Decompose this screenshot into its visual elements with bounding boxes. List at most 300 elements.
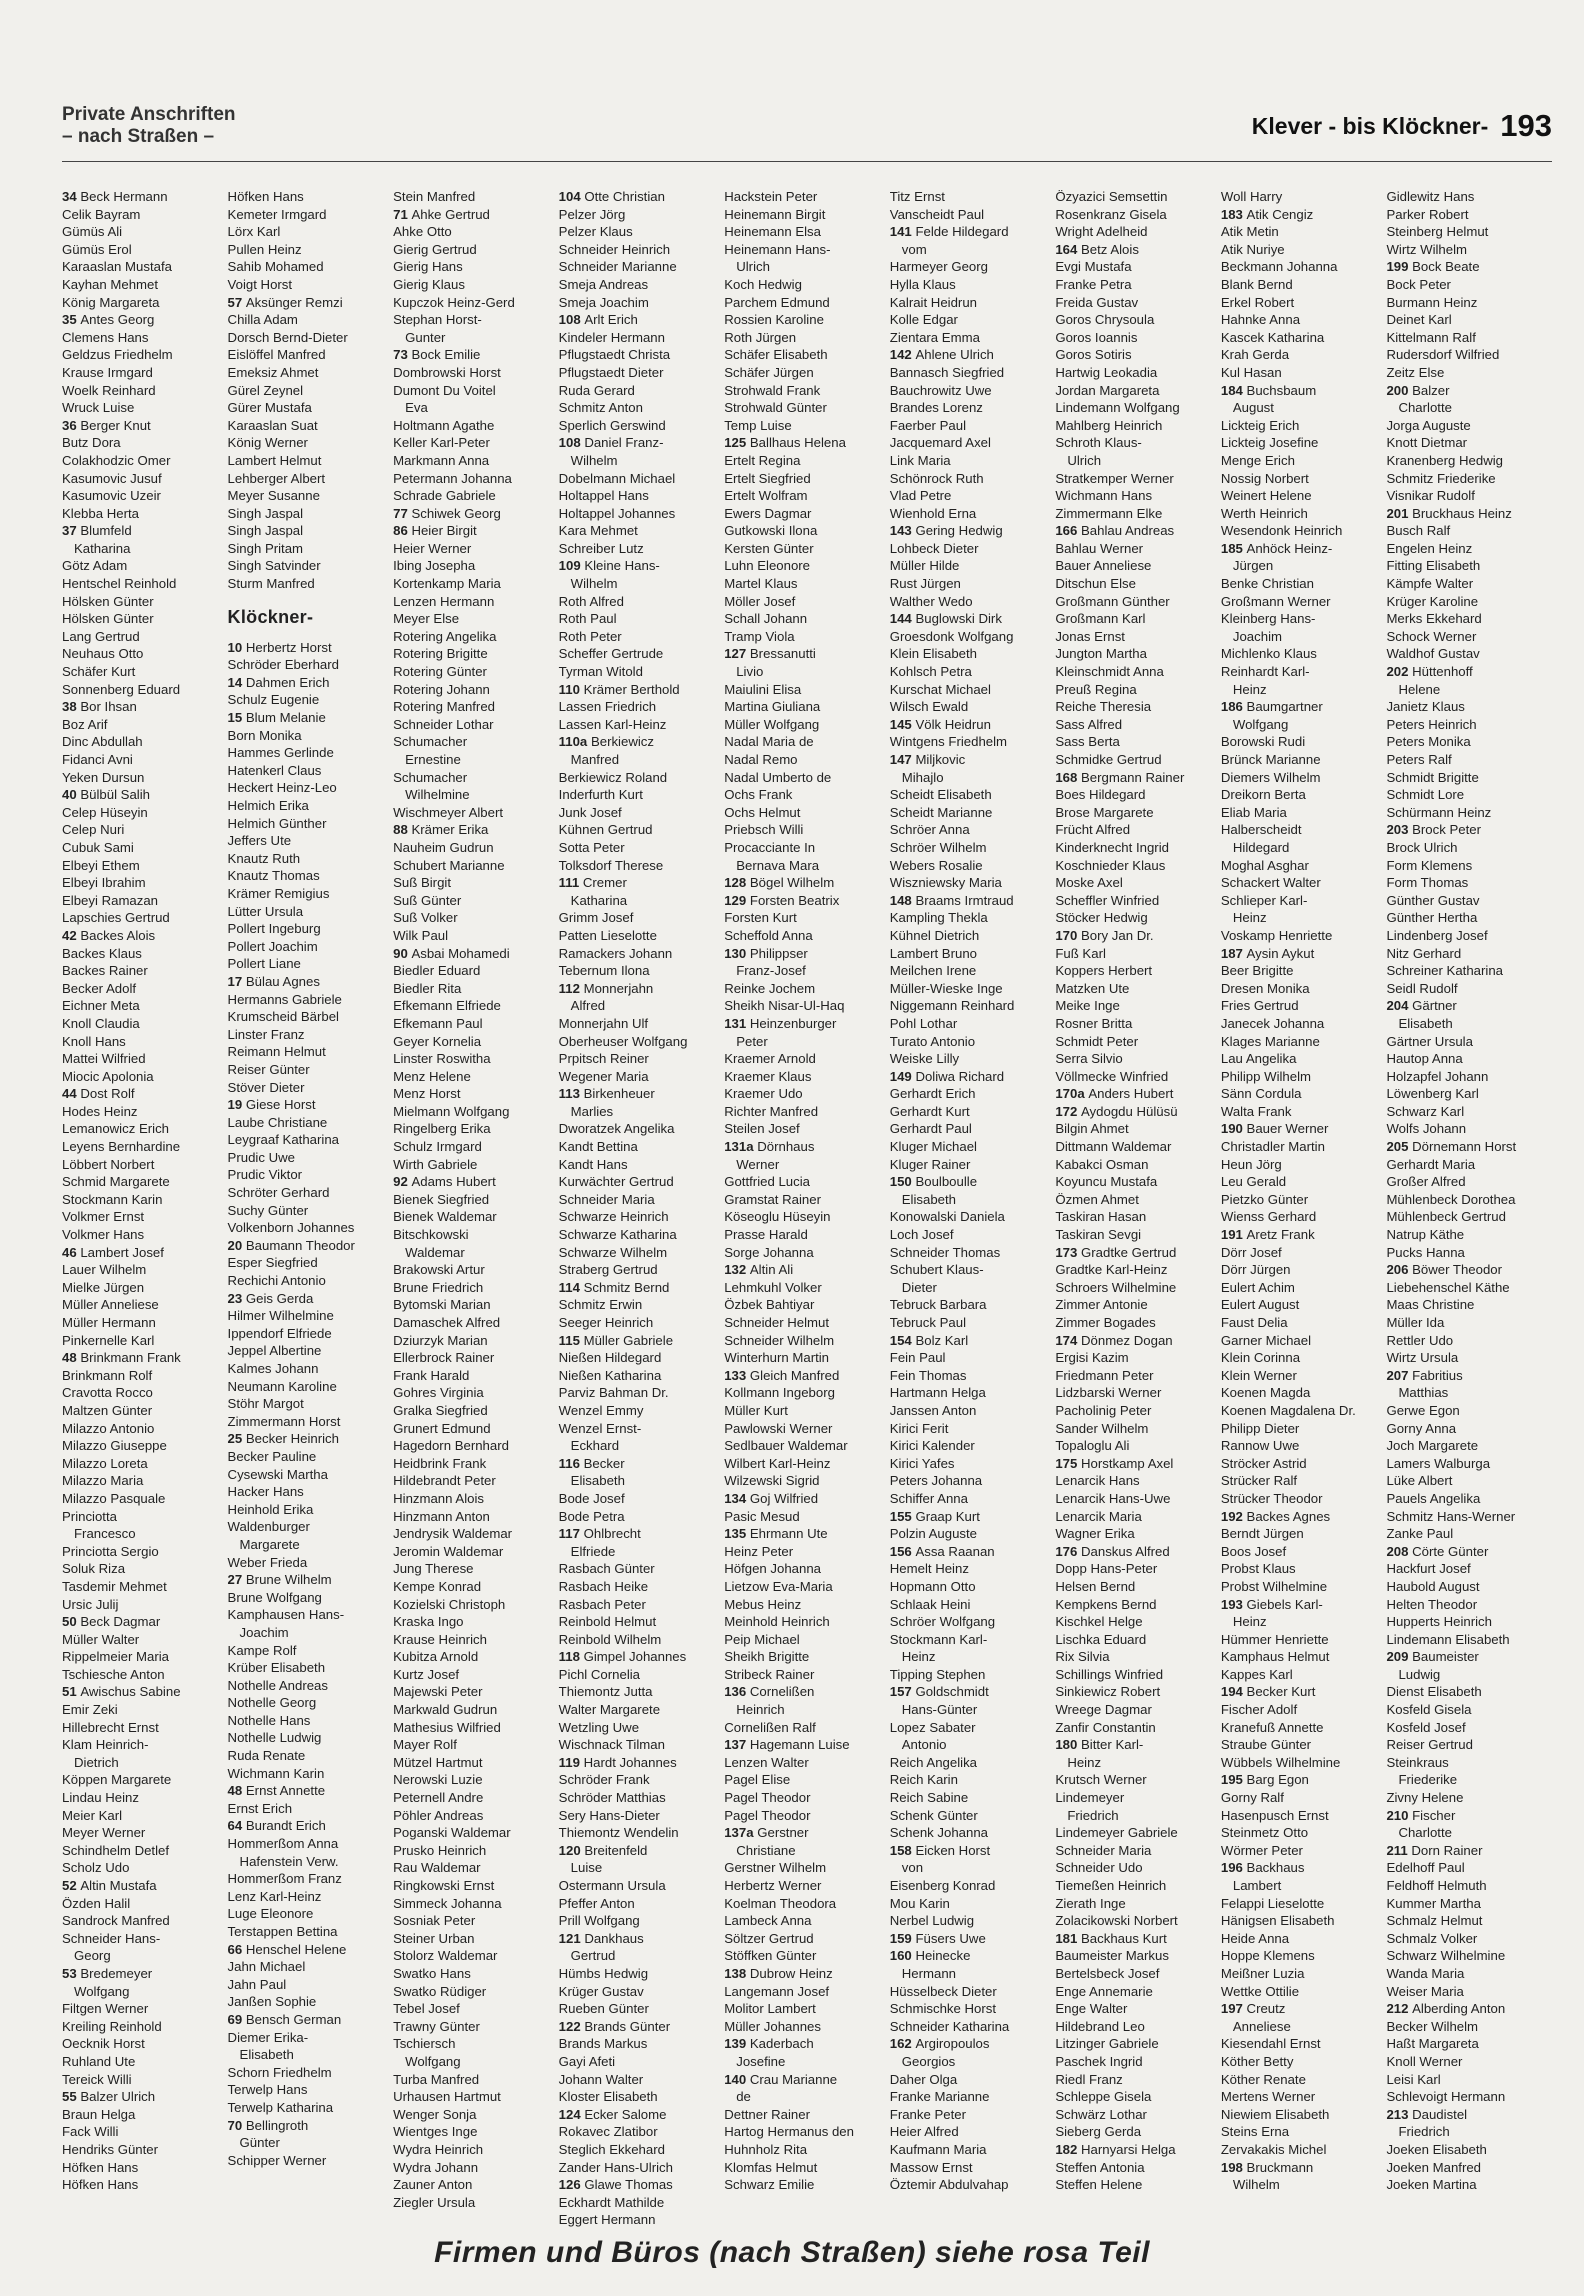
directory-entry: Schiffer Anna: [889, 1490, 968, 1506]
directory-entry: 116 Becker: [558, 1455, 625, 1471]
directory-entry: Roth Peter: [558, 628, 622, 644]
house-number: 134: [724, 1490, 750, 1506]
directory-entry: 90 Asbai Mohamedi: [393, 945, 510, 961]
directory-entry: Jonas Ernst: [1055, 628, 1125, 644]
directory-entry: Rasbach Heike: [558, 1578, 649, 1594]
directory-entry: Kummer Martha: [1386, 1895, 1481, 1911]
directory-entry: Schmischke Horst: [889, 2001, 997, 2017]
house-number: 173: [1055, 1244, 1081, 1260]
directory-entry: Kempe Konrad: [393, 1578, 482, 1594]
house-number: 110: [558, 681, 584, 697]
directory-entry: Stephan Horst-: [393, 312, 482, 328]
directory-entry: Waldenburger: [227, 1519, 310, 1535]
directory-entry: Kurschat Michael: [889, 681, 991, 697]
directory-entry: Jendrysik Waldemar: [393, 1526, 513, 1542]
directory-entry: Pinkernelle Karl: [62, 1332, 155, 1348]
directory-entry: Wintgens Friedhelm: [889, 734, 1008, 750]
house-number: 90: [393, 945, 412, 961]
directory-entry: Scholz Udo: [62, 1860, 130, 1876]
directory-entry: Steffen Antonia: [1055, 2159, 1145, 2175]
directory-entry: Boos Josef: [1220, 1543, 1287, 1559]
directory-entry: Schulz Irmgard: [393, 1139, 482, 1155]
directory-entry: Lindenberg Josef: [1386, 927, 1488, 943]
directory-entry: Kleinschmidt Anna: [1055, 664, 1164, 680]
directory-entry: Bienek Waldemar: [393, 1209, 497, 1225]
entry-continuation: Lambert: [1232, 1878, 1282, 1893]
house-number: 185: [1220, 540, 1247, 556]
directory-entry: Steins Erna: [1220, 2124, 1290, 2140]
directory-entry: Wilk Paul: [393, 927, 449, 943]
directory-entry: 203 Brock Peter: [1386, 822, 1482, 838]
house-number: 160: [889, 1948, 916, 1964]
directory-entry: Meier Karl: [62, 1807, 123, 1823]
entry-continuation: Anneliese: [1232, 2018, 1291, 2034]
house-number: 170: [1055, 927, 1081, 943]
directory-entry: Becker Adolf: [62, 980, 137, 996]
directory-entry: 191 Aretz Frank: [1220, 1227, 1315, 1243]
house-number: 51: [62, 1684, 81, 1700]
directory-entry: Gerwe Egon: [1386, 1402, 1460, 1418]
directory-entry: Roth Paul: [558, 611, 617, 627]
directory-entry: Sosniak Peter: [393, 1913, 476, 1929]
directory-entry: 143 Gering Hedwig: [889, 523, 1003, 539]
directory-entry: Wübbels Wilhelmine: [1220, 1754, 1341, 1770]
directory-entry: 50 Beck Dagmar: [62, 1614, 161, 1630]
directory-entry: Cornelißen Ralf: [724, 1719, 816, 1735]
house-number: 194: [1220, 1684, 1247, 1700]
directory-entry: Holzapfel Johann: [1386, 1068, 1489, 1084]
directory-entry: 195 Barg Egon: [1220, 1772, 1309, 1788]
directory-entry: Pfeffer Anton: [558, 1895, 635, 1911]
directory-entry: Müller Wolfgang: [724, 716, 820, 732]
directory-entry: Ringkowski Ernst: [393, 1878, 495, 1893]
directory-entry: Lemanowicz Erich: [62, 1121, 170, 1137]
directory-entry: 170a Anders Hubert: [1055, 1086, 1174, 1102]
entry-continuation: Friedrich: [1398, 2124, 1450, 2140]
directory-entry: Volkmer Ernst: [62, 1209, 145, 1225]
directory-entry: Karaaslan Mustafa: [62, 259, 172, 275]
directory-entry: Brands Markus: [558, 2036, 648, 2052]
house-number: 195: [1220, 1772, 1247, 1788]
directory-columns: [62, 188, 1552, 2228]
house-number: 184: [1220, 382, 1247, 398]
house-number: 109: [558, 558, 585, 574]
directory-entry: Roth Alfred: [558, 593, 624, 609]
directory-entry: Busch Ralf: [1386, 523, 1451, 539]
directory-entry: Kalmes Johann: [227, 1361, 319, 1376]
house-number: 14: [227, 674, 246, 690]
directory-entry: Schmalz Volker: [1386, 1930, 1478, 1946]
directory-entry: 113 Birkenheuer: [558, 1086, 655, 1102]
directory-entry: Schreiber Lutz: [558, 540, 644, 556]
house-number: 150: [889, 1174, 916, 1190]
directory-entry: Moske Axel: [1055, 875, 1123, 891]
directory-entry: Mühlenbeck Gertrud: [1386, 1209, 1506, 1225]
directory-entry: Johann Walter: [558, 2071, 644, 2087]
directory-entry: Maiulini Elisa: [724, 681, 802, 697]
directory-entry: Heier Werner: [393, 540, 472, 556]
directory-entry: Janecek Johanna: [1220, 1015, 1325, 1031]
directory-entry: 168 Bergmann Rainer: [1055, 769, 1185, 785]
directory-entry: 111 Cremer: [558, 875, 627, 891]
directory-entry: Suchy Günter: [227, 1202, 309, 1218]
entry-continuation: Matthias: [1398, 1385, 1449, 1401]
directory-entry: Schmitz Erwin: [558, 1297, 643, 1313]
directory-entry: Dopp Hans-Peter: [1055, 1561, 1158, 1577]
house-number: 139: [724, 2036, 750, 2052]
directory-entry: Hackfurt Josef: [1386, 1561, 1471, 1577]
directory-entry: Schorn Friedhelm: [227, 2064, 332, 2080]
directory-entry: 149 Doliwa Richard: [889, 1068, 1005, 1084]
directory-entry: Goros Sotiris: [1055, 347, 1132, 363]
directory-entry: 156 Assa Raanan: [889, 1543, 995, 1559]
directory-entry: Franke Peter: [889, 2106, 966, 2122]
directory-entry: Joeken Manfred: [1386, 2159, 1482, 2175]
directory-entry: 207 Fabritius: [1386, 1367, 1463, 1383]
directory-entry: Miocic Apolonia: [62, 1068, 154, 1084]
directory-entry: Köppen Margarete: [62, 1772, 172, 1788]
directory-entry: Holtmann Agathe: [393, 417, 495, 433]
directory-entry: Stein Manfred: [393, 189, 476, 204]
house-number: 209: [1386, 1649, 1413, 1665]
directory-entry: 155 Graap Kurt: [889, 1508, 980, 1524]
entry-continuation: Livio: [736, 664, 764, 680]
directory-entry: Knoll Hans: [62, 1033, 126, 1049]
directory-entry: Tebruck Paul: [889, 1315, 966, 1330]
house-number: 155: [889, 1508, 916, 1524]
directory-entry: Gradtke Karl-Heinz: [1055, 1262, 1168, 1278]
directory-entry: Höfken Hans: [227, 189, 304, 204]
directory-entry: 211 Dorn Rainer: [1386, 1842, 1483, 1858]
directory-entry: Matzken Ute: [1055, 980, 1130, 996]
house-number: 38: [62, 699, 81, 715]
directory-entry: 159 Füsers Uwe: [889, 1930, 986, 1946]
directory-entry: 187 Aysin Aykut: [1220, 945, 1315, 961]
directory-entry: Lindau Heinz: [62, 1790, 139, 1806]
directory-entry: Wesendonk Heinrich: [1220, 523, 1343, 539]
directory-entry: Christadler Martin: [1220, 1139, 1325, 1155]
directory-entry: Kozielski Christoph: [393, 1596, 506, 1612]
house-number: 172: [1055, 1103, 1081, 1119]
directory-entry: Blank Bernd: [1220, 276, 1293, 292]
directory-entry: Knoll Claudia: [62, 1015, 140, 1031]
directory-entry: Krutsch Werner: [1055, 1772, 1147, 1788]
house-number: 86: [393, 523, 412, 539]
directory-entry: 53 Bredemeyer: [62, 1965, 153, 1981]
directory-entry: Nerowski Luzie: [393, 1772, 483, 1788]
directory-entry: Becker Wilhelm: [1386, 2018, 1479, 2034]
directory-entry: Priebsch Willi: [724, 822, 804, 838]
directory-entry: Halberscheidt: [1220, 822, 1302, 838]
entry-continuation: Elfriede: [570, 1543, 616, 1559]
directory-entry: Zeitz Else: [1386, 364, 1445, 380]
directory-entry: 35 Antes Georg: [62, 312, 155, 328]
directory-entry: Inderfurth Kurt: [558, 787, 643, 803]
directory-entry: Schlevoigt Hermann: [1386, 2089, 1506, 2105]
house-number: 176: [1055, 1543, 1081, 1559]
directory-entry: 131a Dörnhaus: [724, 1139, 815, 1155]
directory-entry: Kascek Katharina: [1220, 329, 1325, 345]
house-number: 166: [1055, 523, 1081, 539]
entry-continuation: Wilhelmine: [405, 787, 470, 803]
directory-entry: Eulert Achim: [1220, 1279, 1295, 1295]
directory-entry: Rannow Uwe: [1220, 1438, 1300, 1454]
directory-entry: Temp Luise: [724, 417, 792, 433]
directory-entry: Reimann Helmut: [227, 1044, 326, 1060]
directory-entry: Kiesendahl Ernst: [1220, 2036, 1321, 2052]
directory-entry: 182 Harnyarsi Helga: [1055, 2141, 1176, 2157]
directory-entry: Hemelt Heinz: [889, 1561, 969, 1577]
directory-entry: Lassen Friedrich: [558, 699, 657, 715]
house-number: 73: [393, 347, 412, 363]
directory-entry: Gerstner Wilhelm: [724, 1860, 827, 1876]
directory-entry: Koschnieder Klaus: [1055, 857, 1166, 873]
directory-entry: Zimmer Bogades: [1055, 1315, 1156, 1330]
entry-continuation: Eckhard: [570, 1438, 620, 1454]
directory-entry: Hacker Hans: [227, 1484, 304, 1500]
directory-entry: Rotering Angelika: [393, 628, 497, 644]
directory-entry: Mathesius Wilfried: [393, 1719, 501, 1735]
directory-entry: Nothelle Hans: [227, 1712, 311, 1728]
directory-entry: Tiemeßen Heinrich: [1055, 1878, 1167, 1893]
house-number: 145: [889, 716, 916, 732]
house-number: 108: [558, 312, 585, 328]
directory-entry: Lenarcik Hans: [1055, 1473, 1140, 1489]
directory-entry: Tebel Josef: [393, 2001, 460, 2017]
directory-entry: Rokavec Zlatibor: [558, 2124, 658, 2140]
entry-continuation: Werner: [736, 1156, 780, 1172]
directory-entry: Daher Olga: [889, 2071, 958, 2087]
directory-entry: Braun Helga: [62, 2106, 136, 2122]
directory-entry: Knautz Thomas: [227, 868, 320, 884]
directory-entry: Hatenkerl Claus: [227, 762, 322, 778]
directory-entry: Schreiner Katharina: [1386, 963, 1503, 979]
directory-entry: Rippelmeier Maria: [62, 1649, 170, 1665]
directory-entry: Lütter Ursula: [227, 903, 304, 919]
house-number: 204: [1386, 998, 1413, 1014]
directory-entry: Wanda Maria: [1386, 1965, 1465, 1981]
directory-entry: Wright Adelheid: [1055, 224, 1148, 240]
directory-entry: Kabakci Osman: [1055, 1156, 1149, 1172]
house-number: 201: [1386, 505, 1413, 521]
directory-entry: Reiser Gertrud: [1386, 1737, 1473, 1753]
directory-entry: Faerber Paul: [889, 417, 966, 433]
entry-continuation: Wilhelm: [570, 576, 618, 592]
directory-entry: Lenarcik Hans-Uwe: [1055, 1490, 1171, 1506]
directory-entry: Hartog Hermanus den: [724, 2124, 854, 2140]
directory-entry: Hartwig Leokadia: [1055, 364, 1158, 380]
directory-entry: 27 Brune Wilhelm: [227, 1572, 332, 1588]
directory-entry: Schumacher: [393, 769, 468, 785]
directory-entry: Grimm Josef: [558, 910, 634, 926]
directory-entry: Probst Klaus: [1220, 1561, 1296, 1577]
directory-entry: 183 Atik Cengiz: [1220, 206, 1314, 222]
directory-entry: Zolacikowski Norbert: [1055, 1913, 1178, 1929]
directory-entry: Kranenberg Hedwig: [1386, 452, 1504, 468]
directory-entry: Mattei Wilfried: [62, 1051, 146, 1067]
directory-entry: Kloster Elisabeth: [558, 2089, 658, 2105]
directory-entry: Moghal Asghar: [1220, 857, 1309, 873]
entry-continuation: Gunter: [405, 329, 446, 345]
house-number: 186: [1220, 699, 1247, 715]
directory-entry: Schneider Lothar: [393, 716, 494, 732]
directory-entry: Winterhurn Martin: [724, 1350, 830, 1366]
directory-entry: Menz Horst: [393, 1086, 461, 1102]
directory-entry: Özden Halil: [62, 1895, 131, 1911]
directory-entry: Volkenborn Johannes: [227, 1220, 355, 1236]
directory-entry: Pollert Liane: [227, 956, 301, 972]
directory-entry: 44 Dost Rolf: [62, 1086, 135, 1102]
directory-entry: 40 Bülbül Salih: [62, 787, 150, 803]
directory-entry: Nadal Maria de: [724, 734, 814, 750]
directory-entry: Celep Nuri: [62, 822, 125, 838]
entry-continuation: Wilhelm: [570, 452, 618, 468]
directory-entry: Wilbert Karl-Heinz: [724, 1455, 831, 1471]
directory-entry: Reiche Theresia: [1055, 699, 1152, 715]
entry-continuation: Bernava Mara: [736, 857, 820, 873]
directory-entry: 20 Baumann Theodor: [227, 1237, 355, 1253]
directory-entry: Benke Christian: [1220, 576, 1314, 592]
directory-entry: Sturm Manfred: [227, 576, 315, 592]
directory-entry: Dorsch Bernd-Dieter: [227, 329, 348, 345]
directory-entry: Sorge Johanna: [724, 1244, 814, 1260]
directory-entry: Celep Hüseyin: [62, 804, 148, 820]
directory-entry: Tebruck Barbara: [889, 1297, 987, 1313]
directory-entry: 52 Altin Mustafa: [62, 1878, 157, 1893]
directory-entry: Brune Wolfgang: [227, 1589, 322, 1605]
directory-entry: Bienek Siegfried: [393, 1191, 490, 1207]
directory-entry: Höfken Hans: [62, 2159, 139, 2175]
directory-entry: 110a Berkiewicz: [558, 734, 654, 750]
directory-entry: Faust Delia: [1220, 1315, 1288, 1330]
directory-entry: Tipping Stephen: [889, 1666, 986, 1682]
directory-entry: Hildebrand Leo: [1055, 2018, 1145, 2034]
entry-continuation: Franz-Josef: [736, 963, 806, 979]
directory-entry: Philipp Wilhelm: [1220, 1068, 1312, 1084]
directory-entry: Reiser Günter: [227, 1061, 310, 1077]
directory-entry: Wienss Gerhard: [1220, 1209, 1317, 1225]
directory-entry: Simmeck Johanna: [393, 1895, 502, 1911]
directory-entry: 114 Schmitz Bernd: [558, 1279, 670, 1295]
directory-entry: 144 Buglowski Dirk: [889, 611, 1002, 627]
directory-entry: Schönrock Ruth: [889, 470, 984, 486]
directory-entry: Holtappel Hans: [558, 488, 649, 504]
directory-entry: Trawny Günter: [393, 2018, 480, 2034]
directory-entry: Becker Pauline: [227, 1448, 317, 1464]
directory-entry: Fack Willi: [62, 2124, 119, 2140]
house-number: 190: [1220, 1121, 1247, 1137]
entry-continuation: Heinz: [1232, 910, 1267, 926]
directory-entry: Lenarcik Maria: [1055, 1508, 1142, 1524]
directory-entry: Schneider Maria: [558, 1191, 655, 1207]
directory-entry: Dworatzek Angelika: [558, 1121, 675, 1137]
directory-entry: 42 Backes Alois: [62, 927, 156, 943]
house-number: 118: [558, 1649, 584, 1665]
directory-entry: 174 Dönmez Dogan: [1055, 1332, 1173, 1348]
directory-entry: Brock Ulrich: [1386, 839, 1458, 855]
directory-entry: Ramackers Johann: [558, 945, 673, 961]
directory-entry: Brinkmann Rolf: [62, 1367, 153, 1383]
directory-entry: Schipper Werner: [227, 2152, 327, 2168]
directory-entry: Sheikh Nisar-Ul-Haq: [724, 998, 845, 1014]
directory-column: [62, 188, 226, 2218]
house-number: 131a: [724, 1139, 758, 1155]
entry-continuation: Charlotte: [1398, 400, 1452, 416]
directory-entry: Schwarz Karl: [1386, 1103, 1465, 1119]
directory-entry: Schleppe Gisela: [1055, 2089, 1152, 2105]
directory-entry: Swatko Hans: [393, 1965, 471, 1981]
directory-entry: Zimmermann Elke: [1055, 505, 1163, 521]
directory-entry: Kurwächter Gertrud: [558, 1174, 674, 1190]
directory-entry: Suß Volker: [393, 910, 458, 926]
house-number: 192: [1220, 1508, 1247, 1524]
directory-entry: Schwarze Heinrich: [558, 1209, 669, 1225]
directory-entry: 202 Hüttenhoff: [1386, 664, 1473, 680]
directory-entry: Mahlberg Heinrich: [1055, 417, 1163, 433]
directory-entry: Schmitz Hans-Werner: [1386, 1508, 1516, 1524]
directory-entry: Straberg Gertrud: [558, 1262, 658, 1278]
directory-entry: 77 Schiwek Georg: [393, 505, 501, 521]
directory-entry: Mühlenbeck Dorothea: [1386, 1191, 1516, 1207]
directory-entry: Wettke Ottilie: [1220, 1983, 1300, 1999]
street-range-label: Klever - bis Klöckner-: [1251, 113, 1489, 139]
directory-entry: Fidanci Avni: [62, 752, 133, 767]
directory-entry: Biedler Rita: [393, 980, 462, 996]
directory-entry: Junk Josef: [558, 804, 622, 820]
house-number: 191: [1220, 1227, 1247, 1243]
directory-entry: Hupperts Heinrich: [1386, 1614, 1492, 1630]
directory-entry: Bahlau Werner: [1055, 540, 1144, 556]
directory-entry: Meinhold Heinrich: [724, 1614, 830, 1630]
directory-entry: Hendriks Günter: [62, 2141, 159, 2157]
directory-entry: Krumscheid Bärbel: [227, 1009, 339, 1025]
directory-entry: 198 Bruckmann: [1220, 2159, 1314, 2175]
directory-entry: Gidlewitz Hans: [1386, 189, 1475, 204]
directory-entry: Steiner Urban: [393, 1930, 475, 1946]
directory-entry: Pollert Ingeburg: [227, 921, 321, 937]
directory-entry: 92 Adams Hubert: [393, 1174, 496, 1190]
directory-entry: Krause Irmgard: [62, 364, 153, 380]
directory-entry: 196 Backhaus: [1220, 1860, 1305, 1876]
directory-entry: Princiotta: [62, 1508, 117, 1524]
directory-entry: 112 Monnerjahn: [558, 980, 654, 996]
directory-entry: 166 Bahlau Andreas: [1055, 523, 1175, 539]
directory-entry: Lindemann Wolfgang: [1055, 400, 1180, 416]
directory-entry: Kraemer Udo: [724, 1086, 803, 1102]
directory-entry: Gerhardt Paul: [889, 1121, 972, 1137]
directory-entry: Knoll Werner: [1386, 2053, 1463, 2069]
directory-entry: Kappes Karl: [1220, 1666, 1293, 1682]
directory-entry: Majewski Peter: [393, 1684, 483, 1700]
directory-entry: Dobelmann Michael: [558, 470, 676, 486]
directory-entry: Eichner Meta: [62, 998, 140, 1014]
directory-entry: Leygraaf Katharina: [227, 1132, 339, 1148]
directory-entry: 70 Bellingroth: [227, 2117, 309, 2133]
directory-entry: Laube Christiane: [227, 1114, 328, 1130]
directory-entry: Schenk Johanna: [889, 1825, 989, 1841]
directory-entry: Pagel Elise: [724, 1772, 791, 1788]
directory-entry: Bertelsbeck Josef: [1055, 1965, 1160, 1981]
directory-entry: Filtgen Werner: [62, 2001, 149, 2017]
house-number: 135: [724, 1526, 750, 1542]
directory-entry: Nitz Gerhard: [1386, 945, 1462, 961]
directory-entry: Weiske Lilly: [889, 1051, 960, 1067]
entry-continuation: Manfred: [570, 752, 620, 767]
directory-entry: Nießen Katharina: [558, 1367, 662, 1383]
directory-entry: Urhausen Hartmut: [393, 2089, 501, 2105]
directory-entry: Maltzen Günter: [62, 1402, 153, 1418]
directory-entry: Schmid Margarete: [62, 1174, 170, 1190]
